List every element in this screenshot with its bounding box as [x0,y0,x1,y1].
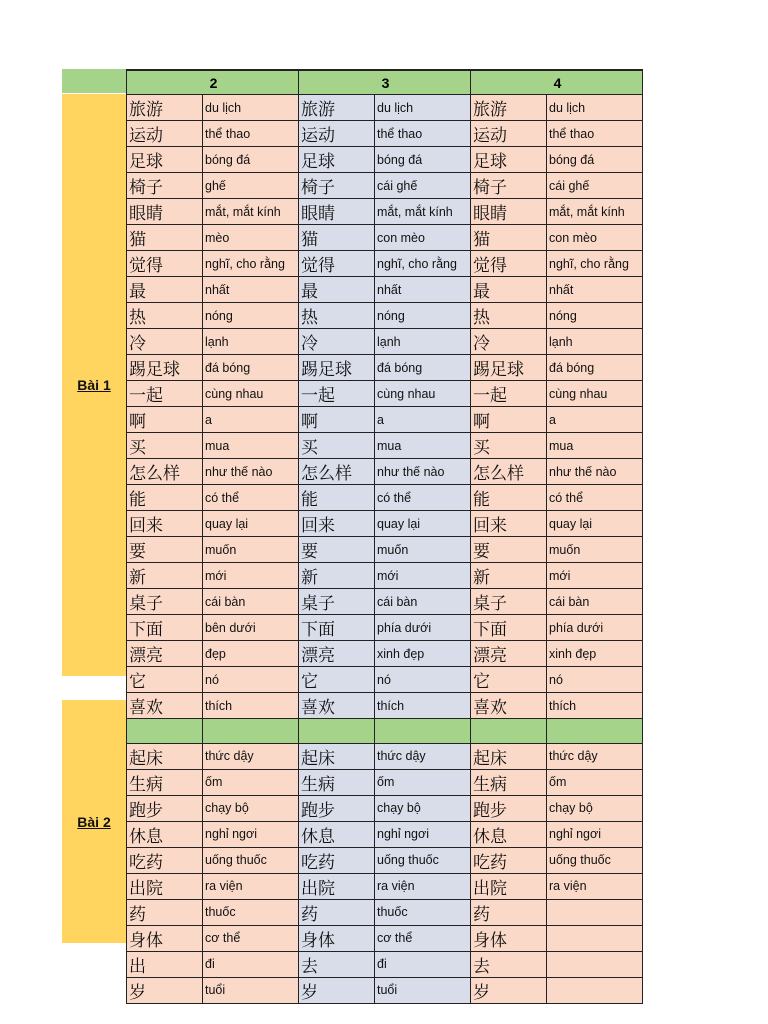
vietnamese-meaning-cell: ốm [547,769,643,795]
vietnamese-meaning-cell [547,977,643,1003]
vocab-row [127,329,643,355]
vietnamese-meaning-cell: mới [203,563,299,589]
vocab-row [127,199,643,225]
vietnamese-meaning-cell: nó [375,667,471,693]
vietnamese-meaning-cell: đẹp [203,641,299,667]
vietnamese-meaning-cell: tuổi [375,977,471,1003]
column-header-3: 3 [299,70,471,95]
vocab-row [127,147,643,173]
vocab-table [126,69,643,1004]
vietnamese-meaning-cell: a [203,407,299,433]
vietnamese-meaning-cell: bóng đá [375,147,471,173]
chinese-word-cell: 生病 [471,769,547,795]
separator-cell [299,719,375,743]
chinese-word-cell: 桌子 [471,589,547,615]
vocab-row [127,407,643,433]
chinese-word-cell: 要 [127,537,203,563]
chinese-word-cell: 要 [299,537,375,563]
chinese-word-cell: 猫 [471,225,547,251]
chinese-word-cell: 岁 [127,977,203,1003]
vietnamese-meaning-cell: mua [375,433,471,459]
vietnamese-meaning-cell: mắt, mắt kính [203,199,299,225]
vocab-row [127,563,643,589]
chinese-word-cell: 休息 [471,821,547,847]
vocab-row [127,251,643,277]
chinese-word-cell: 觉得 [299,251,375,277]
vietnamese-meaning-cell: cái ghế [547,173,643,199]
vocab-row [127,589,643,615]
separator-row [127,719,643,743]
chinese-word-cell: 喜欢 [299,693,375,719]
vietnamese-meaning-cell: ra viện [203,873,299,899]
vietnamese-meaning-cell: phía dưới [547,615,643,641]
chinese-word-cell: 椅子 [471,173,547,199]
vietnamese-meaning-cell: ghế [203,173,299,199]
vietnamese-meaning-cell: mới [547,563,643,589]
vietnamese-meaning-cell: nó [547,667,643,693]
vocab-row [127,355,643,381]
chinese-word-cell: 出 [127,951,203,977]
vocab-row [127,899,643,925]
vietnamese-meaning-cell: bóng đá [547,147,643,173]
separator-cell [203,719,299,743]
vietnamese-meaning-cell: có thể [203,485,299,511]
vietnamese-meaning-cell: phía dưới [375,615,471,641]
vietnamese-meaning-cell: thuốc [203,899,299,925]
vietnamese-meaning-cell: thể thao [547,121,643,147]
corner-cell [62,69,126,93]
vietnamese-meaning-cell: quay lại [203,511,299,537]
vietnamese-meaning-cell: thức dậy [203,743,299,769]
chinese-word-cell: 药 [299,899,375,925]
vietnamese-meaning-cell: ra viện [375,873,471,899]
chinese-word-cell: 啊 [299,407,375,433]
chinese-word-cell: 出院 [471,873,547,899]
vietnamese-meaning-cell [547,951,643,977]
chinese-word-cell: 踢足球 [299,355,375,381]
chinese-word-cell: 下面 [471,615,547,641]
chinese-word-cell: 眼睛 [299,199,375,225]
chinese-word-cell: 怎么样 [471,459,547,485]
vietnamese-meaning-cell: nghỉ ngơi [203,821,299,847]
chinese-word-cell: 冷 [299,329,375,355]
chinese-word-cell: 买 [127,433,203,459]
chinese-word-cell: 起床 [471,743,547,769]
vietnamese-meaning-cell: đá bóng [203,355,299,381]
vietnamese-meaning-cell: muốn [203,537,299,563]
chinese-word-cell: 买 [471,433,547,459]
chinese-word-cell: 身体 [299,925,375,951]
chinese-word-cell: 吃药 [299,847,375,873]
vietnamese-meaning-cell [547,925,643,951]
chinese-word-cell: 岁 [471,977,547,1003]
lesson-label [62,94,126,676]
vocab-row [127,121,643,147]
vocab-row [127,693,643,719]
vietnamese-meaning-cell: như thế nào [375,459,471,485]
vietnamese-meaning-cell: như thế nào [547,459,643,485]
vocab-row [127,925,643,951]
vietnamese-meaning-cell: cùng nhau [547,381,643,407]
chinese-word-cell: 药 [471,899,547,925]
chinese-word-cell: 跑步 [127,795,203,821]
vietnamese-meaning-cell: uống thuốc [547,847,643,873]
chinese-word-cell: 出院 [127,873,203,899]
lesson-label [62,700,126,943]
vietnamese-meaning-cell: lạnh [547,329,643,355]
vietnamese-meaning-cell: chạy bộ [203,795,299,821]
vietnamese-meaning-cell: nóng [375,303,471,329]
vietnamese-meaning-cell: nhất [547,277,643,303]
chinese-word-cell: 热 [471,303,547,329]
chinese-word-cell: 眼睛 [471,199,547,225]
chinese-word-cell: 怎么样 [299,459,375,485]
vietnamese-meaning-cell: nghỉ ngơi [375,821,471,847]
chinese-word-cell: 它 [299,667,375,693]
vietnamese-meaning-cell: du lịch [547,95,643,121]
chinese-word-cell: 足球 [299,147,375,173]
vietnamese-meaning-cell: du lịch [375,95,471,121]
chinese-word-cell: 休息 [299,821,375,847]
header-row [127,70,643,95]
vietnamese-meaning-cell: đi [203,951,299,977]
chinese-word-cell: 回来 [471,511,547,537]
vocab-row [127,381,643,407]
chinese-word-cell: 跑步 [471,795,547,821]
vocab-row [127,485,643,511]
vietnamese-meaning-cell: cái bàn [547,589,643,615]
vietnamese-meaning-cell: thể thao [375,121,471,147]
column-header-2: 2 [127,70,299,95]
chinese-word-cell: 生病 [299,769,375,795]
vocab-row [127,977,643,1003]
chinese-word-cell: 最 [471,277,547,303]
chinese-word-cell: 回来 [127,511,203,537]
vietnamese-meaning-cell: như thế nào [203,459,299,485]
vietnamese-meaning-cell: ốm [203,769,299,795]
vocab-row [127,173,643,199]
vietnamese-meaning-cell: nóng [203,303,299,329]
vietnamese-meaning-cell: nghĩ, cho rằng [375,251,471,277]
vietnamese-meaning-cell: chạy bộ [547,795,643,821]
chinese-word-cell: 最 [127,277,203,303]
vietnamese-meaning-cell: ra viện [547,873,643,899]
vocab-row [127,873,643,899]
chinese-word-cell: 椅子 [299,173,375,199]
vietnamese-meaning-cell: thích [203,693,299,719]
chinese-word-cell: 旅游 [127,95,203,121]
vocab-row [127,847,643,873]
vietnamese-meaning-cell: bóng đá [203,147,299,173]
vietnamese-meaning-cell: thức dậy [547,743,643,769]
vietnamese-meaning-cell: mua [547,433,643,459]
lesson-label-text: Bài 1 [77,377,111,393]
separator-cell [471,719,547,743]
vietnamese-meaning-cell: uống thuốc [375,847,471,873]
vietnamese-meaning-cell: mắt, mắt kính [375,199,471,225]
vietnamese-meaning-cell: đá bóng [547,355,643,381]
chinese-word-cell: 旅游 [299,95,375,121]
chinese-word-cell: 一起 [471,381,547,407]
vocab-row [127,795,643,821]
vietnamese-meaning-cell: đi [375,951,471,977]
vietnamese-meaning-cell: xinh đẹp [375,641,471,667]
vietnamese-meaning-cell: cùng nhau [203,381,299,407]
vietnamese-meaning-cell: nhất [375,277,471,303]
vocab-row [127,743,643,769]
vietnamese-meaning-cell: muốn [375,537,471,563]
chinese-word-cell: 足球 [471,147,547,173]
vietnamese-meaning-cell: nóng [547,303,643,329]
chinese-word-cell: 运动 [471,121,547,147]
chinese-word-cell: 能 [471,485,547,511]
vietnamese-meaning-cell: nghĩ, cho rằng [203,251,299,277]
vietnamese-meaning-cell: cơ thể [203,925,299,951]
vietnamese-meaning-cell: nó [203,667,299,693]
chinese-word-cell: 最 [299,277,375,303]
vietnamese-meaning-cell: a [375,407,471,433]
chinese-word-cell: 眼睛 [127,199,203,225]
vocab-row [127,537,643,563]
column-header-4: 4 [471,70,643,95]
vocab-row [127,769,643,795]
chinese-word-cell: 岁 [299,977,375,1003]
vocab-row [127,951,643,977]
vietnamese-meaning-cell: ốm [375,769,471,795]
chinese-word-cell: 回来 [299,511,375,537]
vietnamese-meaning-cell [547,899,643,925]
vocab-row [127,641,643,667]
vietnamese-meaning-cell: con mèo [375,225,471,251]
chinese-word-cell: 要 [471,537,547,563]
vocab-row [127,433,643,459]
chinese-word-cell: 觉得 [471,251,547,277]
chinese-word-cell: 吃药 [127,847,203,873]
chinese-word-cell: 休息 [127,821,203,847]
vocab-row [127,459,643,485]
chinese-word-cell: 药 [127,899,203,925]
separator-cell [127,719,203,743]
chinese-word-cell: 猫 [299,225,375,251]
vocab-row [127,277,643,303]
vocab-row [127,95,643,121]
chinese-word-cell: 热 [299,303,375,329]
vocab-row [127,511,643,537]
chinese-word-cell: 冷 [471,329,547,355]
chinese-word-cell: 出院 [299,873,375,899]
chinese-word-cell: 运动 [127,121,203,147]
chinese-word-cell: 新 [127,563,203,589]
vietnamese-meaning-cell: bên dưới [203,615,299,641]
vietnamese-meaning-cell: thích [547,693,643,719]
chinese-word-cell: 漂亮 [471,641,547,667]
vietnamese-meaning-cell: con mèo [547,225,643,251]
vietnamese-meaning-cell: tuổi [203,977,299,1003]
chinese-word-cell: 新 [471,563,547,589]
chinese-word-cell: 能 [127,485,203,511]
chinese-word-cell: 下面 [299,615,375,641]
chinese-word-cell: 生病 [127,769,203,795]
vietnamese-meaning-cell: thể thao [203,121,299,147]
vietnamese-meaning-cell: mắt, mắt kính [547,199,643,225]
vietnamese-meaning-cell: lạnh [203,329,299,355]
vietnamese-meaning-cell: cái bàn [203,589,299,615]
chinese-word-cell: 喜欢 [471,693,547,719]
vietnamese-meaning-cell: muốn [547,537,643,563]
chinese-word-cell: 一起 [127,381,203,407]
vocab-row [127,303,643,329]
vietnamese-meaning-cell: nghỉ ngơi [547,821,643,847]
chinese-word-cell: 身体 [471,925,547,951]
vietnamese-meaning-cell: cái bàn [375,589,471,615]
lesson-label-text: Bài 2 [77,813,111,830]
chinese-word-cell: 旅游 [471,95,547,121]
chinese-word-cell: 喜欢 [127,693,203,719]
separator-cell [547,719,643,743]
chinese-word-cell: 漂亮 [127,641,203,667]
chinese-word-cell: 去 [299,951,375,977]
chinese-word-cell: 踢足球 [471,355,547,381]
chinese-word-cell: 新 [299,563,375,589]
vietnamese-meaning-cell: cơ thể [375,925,471,951]
vietnamese-meaning-cell: có thể [547,485,643,511]
chinese-word-cell: 踢足球 [127,355,203,381]
vietnamese-meaning-cell: lạnh [375,329,471,355]
vietnamese-meaning-cell: cùng nhau [375,381,471,407]
vietnamese-meaning-cell: thức dậy [375,743,471,769]
chinese-word-cell: 买 [299,433,375,459]
chinese-word-cell: 吃药 [471,847,547,873]
vietnamese-meaning-cell: a [547,407,643,433]
vietnamese-meaning-cell: du lịch [203,95,299,121]
chinese-word-cell: 它 [471,667,547,693]
vocab-row [127,821,643,847]
chinese-word-cell: 椅子 [127,173,203,199]
chinese-word-cell: 猫 [127,225,203,251]
chinese-word-cell: 啊 [471,407,547,433]
vietnamese-meaning-cell: thích [375,693,471,719]
vietnamese-meaning-cell: xinh đẹp [547,641,643,667]
vietnamese-meaning-cell: chạy bộ [375,795,471,821]
chinese-word-cell: 冷 [127,329,203,355]
vocab-table-body [127,70,643,1003]
chinese-word-cell: 起床 [299,743,375,769]
chinese-word-cell: 跑步 [299,795,375,821]
vietnamese-meaning-cell: mới [375,563,471,589]
chinese-word-cell: 它 [127,667,203,693]
vietnamese-meaning-cell: thuốc [375,899,471,925]
chinese-word-cell: 觉得 [127,251,203,277]
vietnamese-meaning-cell: đá bóng [375,355,471,381]
chinese-word-cell: 起床 [127,743,203,769]
chinese-word-cell: 啊 [127,407,203,433]
vietnamese-meaning-cell: nghĩ, cho rằng [547,251,643,277]
vietnamese-meaning-cell: quay lại [375,511,471,537]
chinese-word-cell: 下面 [127,615,203,641]
vietnamese-meaning-cell: có thể [375,485,471,511]
chinese-word-cell: 桌子 [127,589,203,615]
chinese-word-cell: 漂亮 [299,641,375,667]
chinese-word-cell: 一起 [299,381,375,407]
chinese-word-cell: 桌子 [299,589,375,615]
chinese-word-cell: 能 [299,485,375,511]
vietnamese-meaning-cell: mèo [203,225,299,251]
chinese-word-cell: 足球 [127,147,203,173]
chinese-word-cell: 去 [471,951,547,977]
chinese-word-cell: 怎么样 [127,459,203,485]
chinese-word-cell: 运动 [299,121,375,147]
vietnamese-meaning-cell: nhất [203,277,299,303]
vocab-row [127,615,643,641]
vietnamese-meaning-cell: cái ghế [375,173,471,199]
vietnamese-meaning-cell: mua [203,433,299,459]
separator-cell [375,719,471,743]
vocab-row [127,225,643,251]
vietnamese-meaning-cell: uống thuốc [203,847,299,873]
chinese-word-cell: 热 [127,303,203,329]
vietnamese-meaning-cell: quay lại [547,511,643,537]
vocab-row [127,667,643,693]
chinese-word-cell: 身体 [127,925,203,951]
